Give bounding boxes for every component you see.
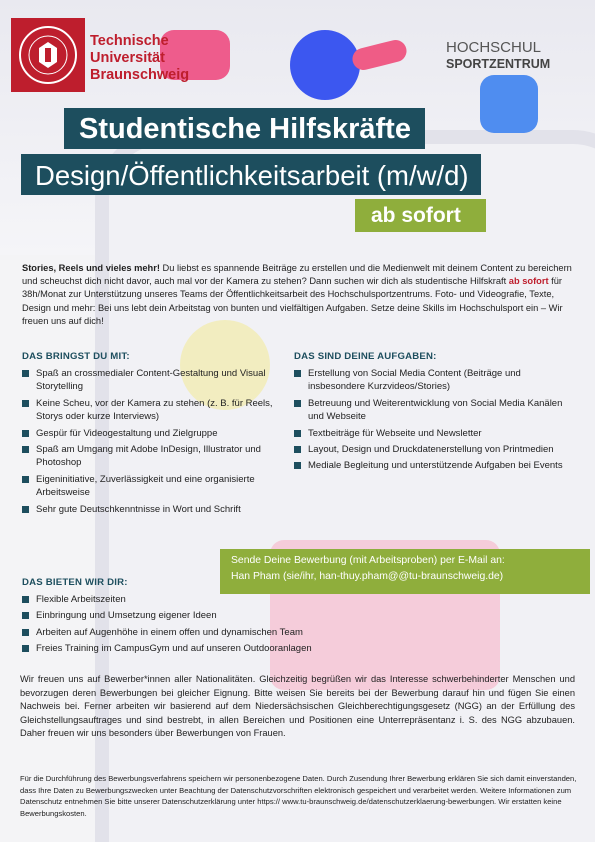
tu-line-2: Universität xyxy=(90,50,165,66)
intro-text-1: Du liebst es spannende Beiträge zu erstellen und die Medienwelt mit deinem Content zu bereichern und scheuchst dich nicht davor, auch mal vor der Kamera zu stehen? Dann suchen wir dich als studentische Hilfskraft xyxy=(22,263,572,287)
aufgaben-heading: DAS SIND DEINE AUFGABEN: xyxy=(294,351,437,362)
list-item: Spaß am Umgang mit Adobe InDesign, Illustrator und Photoshop xyxy=(22,443,280,470)
diversity-statement: Wir freuen uns auf Bewerber*innen aller Nationalitäten. Gleichzeitig begrüßen wir das Interesse schwerbehinderter Menschen und bevorzugen deren Bewerbungen bei gleicher Eignung. Bitte weisen Sie bereits bei der Bewerbung darauf hin und fügen Sie einen Nachweis bei. Ferner arbeiten wir basierend auf dem Niedersächsischen Gleichberechtigungsgesetz (NGG) an der Erfüllung des Gleichstellungsauftrages und sind bestrebt, in allen Bereichen und Positionen eine Unterrepräsentanz i. S. des NGG abzubauen. Daher freuen wir uns besonders über Bewerbungen von Frauen. xyxy=(20,674,575,738)
tu-logo-text xyxy=(90,33,189,84)
heart-bubble-icon xyxy=(480,75,538,133)
list-item: Textbeiträge für Webseite und Newsletter xyxy=(294,427,579,440)
list-item: Flexible Arbeitszeiten xyxy=(22,593,422,606)
application-box xyxy=(220,549,590,594)
apply-line1: Sende Deine Bewerbung (mit Arbeitsproben) per E-Mail an: xyxy=(231,555,505,566)
list-item: Spaß an crossmedialer Content-Gestaltung und Visual Storytelling xyxy=(22,367,280,394)
bringst-heading: DAS BRINGST DU MIT: xyxy=(22,351,130,362)
title-line3-badge: ab sofort xyxy=(355,199,486,232)
blue-circle-illustration xyxy=(290,30,360,100)
bieten-list xyxy=(22,593,422,659)
hs-logo-line2: SPORTZENTRUM xyxy=(446,57,551,71)
aufgaben-list xyxy=(294,367,579,476)
title-line2: Design/Öffentlichkeitsarbeit (m/w/d) xyxy=(21,154,481,195)
bringst-list xyxy=(22,367,280,519)
hs-logo-line1: HOCHSCHUL xyxy=(446,39,542,56)
tu-logo-seal xyxy=(11,18,85,92)
intro-text-2: für 38h/Monat zur Unterstützung unseres Teams der Öffentlichkeitsarbeit des Hochschulsportzentrums. Foto- und Videografie, Texte, Design und mehr: Bei uns lebt dein Arbeitstag von bunten und vielfältigen Aufgaben. Setze deine Skills im Hochschulsport ein – Wir freuen uns auf dich! xyxy=(22,276,563,326)
list-item: Erstellung von Social Media Content (Beiträge und insbesondere Kurzvideos/Stories) xyxy=(294,367,579,394)
title-line1: Studentische Hilfskräfte xyxy=(64,108,425,149)
list-item: Einbringung und Umsetzung eigener Ideen xyxy=(22,609,422,622)
list-item: Freies Training im CampusGym und auf unseren Outdooranlagen xyxy=(22,642,422,655)
intro-lead: Stories, Reels und vieles mehr! xyxy=(22,263,160,273)
list-item: Sehr gute Deutschkenntnisse in Wort und Schrift xyxy=(22,503,280,516)
intro-highlight: ab sofort xyxy=(508,276,549,287)
list-item: Mediale Begleitung und unterstützende Aufgaben bei Events xyxy=(294,459,579,472)
list-item: Keine Scheu, vor der Kamera zu stehen (z. B. für Reels, Storys oder kurze Interviews) xyxy=(22,397,280,424)
hochschulsport-logo xyxy=(446,40,550,72)
list-item: Arbeiten auf Augenhöhe in einem offen und dynamischen Team xyxy=(22,626,422,639)
apply-contact-email[interactable]: Han Pham (sie/ihr, han-thuy.pham@@tu-braunschweig.de) xyxy=(231,571,504,582)
list-item: Betreuung und Weiterentwicklung von Social Media Kanälen und Webseite xyxy=(294,397,579,424)
tu-line-3: Braunschweig xyxy=(90,67,190,83)
list-item: Gespür für Videogestaltung und Zielgruppe xyxy=(22,427,280,440)
list-item: Layout, Design und Druckdatenerstellung von Printmedien xyxy=(294,443,579,456)
list-item: Eigeninitiative, Zuverlässigkeit und eine organisierte Arbeitsweise xyxy=(22,473,280,500)
intro-text xyxy=(22,262,577,328)
privacy-notice: Für die Durchführung des Bewerbungsverfahrens speichern wir personenbezogene Daten. Durch Zusendung Ihrer Bewerbung erklären Sie sich damit einverstanden, dass Ihre Daten zu Bewerbungszwecken unter Beachtung der Datenschutzvorschriften elektronisch gespeichert und verarbeitet werden. Weitere Informationen zum Datenschutz entnehmen Sie bitte unserer Datenschutzerklärung unter https:// www.tu-braunschweig.de/datenschutzerklaerung-bewerbungen. Wir erstatten keine Bewerbungskosten. xyxy=(20,774,577,818)
tu-line-1: Technische xyxy=(90,33,169,49)
bieten-heading: DAS BIETEN WIR DIR: xyxy=(22,577,128,588)
